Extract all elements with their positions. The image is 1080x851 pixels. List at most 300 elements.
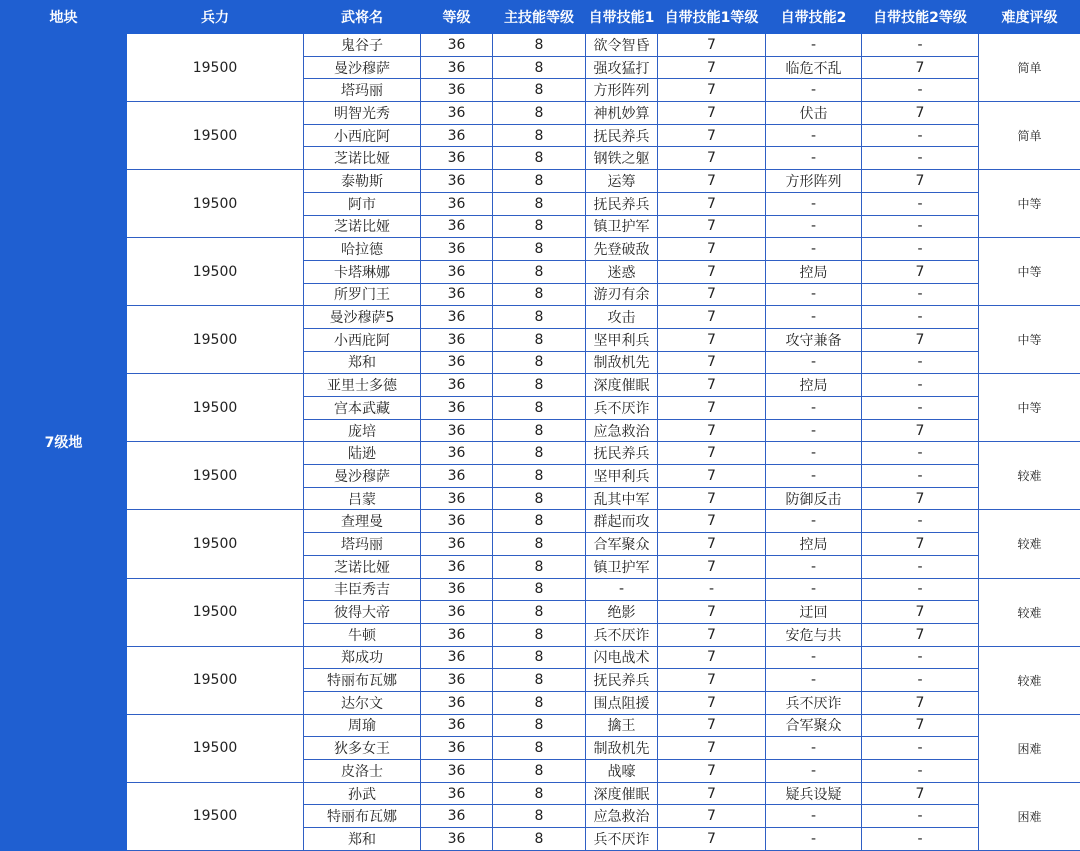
main-skill-level-cell: 8 bbox=[493, 124, 586, 147]
difficulty-cell: 简单 bbox=[979, 34, 1080, 102]
skill1-level-cell: - bbox=[658, 578, 766, 601]
skill1-level-cell: 7 bbox=[658, 79, 766, 102]
general-name-cell: 特丽布瓦娜 bbox=[304, 669, 421, 692]
skill2-cell: - bbox=[766, 79, 862, 102]
level-cell: 36 bbox=[421, 238, 493, 261]
skill2-level-cell: 7 bbox=[862, 714, 979, 737]
skill1-cell: 神机妙算 bbox=[586, 102, 658, 125]
skill2-cell: - bbox=[766, 238, 862, 261]
skill2-level-cell: - bbox=[862, 351, 979, 374]
skill1-level-cell: 7 bbox=[658, 283, 766, 306]
main-skill-level-cell: 8 bbox=[493, 760, 586, 783]
skill2-level-cell: - bbox=[862, 646, 979, 669]
skill1-cell: 兵不厌诈 bbox=[586, 397, 658, 420]
troops-cell: 19500 bbox=[127, 238, 304, 306]
general-name-cell: 曼沙穆萨 bbox=[304, 56, 421, 79]
skill1-cell: - bbox=[586, 578, 658, 601]
skill2-level-cell: 7 bbox=[862, 691, 979, 714]
skill1-level-cell: 7 bbox=[658, 124, 766, 147]
level-cell: 36 bbox=[421, 828, 493, 851]
difficulty-cell: 较难 bbox=[979, 510, 1080, 578]
main-skill-level-cell: 8 bbox=[493, 215, 586, 238]
skill2-cell: - bbox=[766, 760, 862, 783]
skill2-level-cell: 7 bbox=[862, 419, 979, 442]
main-skill-level-cell: 8 bbox=[493, 782, 586, 805]
general-name-cell: 明智光秀 bbox=[304, 102, 421, 125]
skill2-level-cell: - bbox=[862, 306, 979, 329]
general-name-cell: 郑和 bbox=[304, 351, 421, 374]
skill1-level-cell: 7 bbox=[658, 374, 766, 397]
skill1-cell: 战嚎 bbox=[586, 760, 658, 783]
skill1-cell: 镇卫护军 bbox=[586, 555, 658, 578]
table-row bbox=[1, 782, 1080, 805]
troops-cell: 19500 bbox=[127, 442, 304, 510]
skill1-cell: 擒王 bbox=[586, 714, 658, 737]
skill2-cell: - bbox=[766, 215, 862, 238]
main-skill-level-cell: 8 bbox=[493, 578, 586, 601]
main-skill-level-cell: 8 bbox=[493, 56, 586, 79]
main-skill-level-cell: 8 bbox=[493, 487, 586, 510]
main-skill-level-cell: 8 bbox=[493, 351, 586, 374]
header-skill1-level: 自带技能1等级 bbox=[658, 1, 766, 34]
skill2-cell: - bbox=[766, 828, 862, 851]
skill1-cell: 强攻猛打 bbox=[586, 56, 658, 79]
skill2-level-cell: - bbox=[862, 465, 979, 488]
skill2-level-cell: - bbox=[862, 397, 979, 420]
skill1-level-cell: 7 bbox=[658, 487, 766, 510]
skill2-cell: 防御反击 bbox=[766, 487, 862, 510]
skill1-level-cell: 7 bbox=[658, 737, 766, 760]
skill1-level-cell: 7 bbox=[658, 192, 766, 215]
level-cell: 36 bbox=[421, 601, 493, 624]
skill2-cell: - bbox=[766, 147, 862, 170]
general-name-cell: 狄多女王 bbox=[304, 737, 421, 760]
general-name-cell: 曼沙穆萨 bbox=[304, 465, 421, 488]
difficulty-cell: 中等 bbox=[979, 306, 1080, 374]
main-skill-level-cell: 8 bbox=[493, 510, 586, 533]
troops-cell: 19500 bbox=[127, 34, 304, 102]
region-cell: 7级地 bbox=[1, 34, 127, 851]
level-cell: 36 bbox=[421, 623, 493, 646]
main-skill-level-cell: 8 bbox=[493, 34, 586, 57]
general-name-cell: 所罗门王 bbox=[304, 283, 421, 306]
table-row bbox=[1, 374, 1080, 397]
skill2-cell: - bbox=[766, 578, 862, 601]
difficulty-cell: 中等 bbox=[979, 170, 1080, 238]
table-row bbox=[1, 714, 1080, 737]
skill2-level-cell: - bbox=[862, 192, 979, 215]
general-name-cell: 特丽布瓦娜 bbox=[304, 805, 421, 828]
skill2-level-cell: - bbox=[862, 669, 979, 692]
skill2-level-cell: - bbox=[862, 79, 979, 102]
header-row bbox=[1, 1, 1080, 34]
level-cell: 36 bbox=[421, 419, 493, 442]
skill1-cell: 兵不厌诈 bbox=[586, 623, 658, 646]
level-cell: 36 bbox=[421, 56, 493, 79]
skill2-cell: 控局 bbox=[766, 533, 862, 556]
troops-cell: 19500 bbox=[127, 170, 304, 238]
skill2-level-cell: - bbox=[862, 578, 979, 601]
level-cell: 36 bbox=[421, 397, 493, 420]
difficulty-cell: 简单 bbox=[979, 102, 1080, 170]
skill2-cell: - bbox=[766, 737, 862, 760]
skill1-cell: 深度催眠 bbox=[586, 782, 658, 805]
main-skill-level-cell: 8 bbox=[493, 328, 586, 351]
skill1-level-cell: 7 bbox=[658, 397, 766, 420]
skill1-cell: 群起而攻 bbox=[586, 510, 658, 533]
main-skill-level-cell: 8 bbox=[493, 192, 586, 215]
skill2-cell: - bbox=[766, 669, 862, 692]
header-skill2-level: 自带技能2等级 bbox=[862, 1, 979, 34]
skill2-cell: - bbox=[766, 34, 862, 57]
skill1-cell: 钢铁之躯 bbox=[586, 147, 658, 170]
general-name-cell: 庞培 bbox=[304, 419, 421, 442]
general-name-cell: 塔玛丽 bbox=[304, 533, 421, 556]
skill2-level-cell: - bbox=[862, 737, 979, 760]
general-name-cell: 孙武 bbox=[304, 782, 421, 805]
skill2-level-cell: - bbox=[862, 442, 979, 465]
level-cell: 36 bbox=[421, 760, 493, 783]
skill2-cell: 疑兵设疑 bbox=[766, 782, 862, 805]
level-cell: 36 bbox=[421, 34, 493, 57]
level-cell: 36 bbox=[421, 782, 493, 805]
level-cell: 36 bbox=[421, 691, 493, 714]
level-cell: 36 bbox=[421, 714, 493, 737]
skill2-cell: - bbox=[766, 351, 862, 374]
general-name-cell: 亚里士多德 bbox=[304, 374, 421, 397]
skill1-level-cell: 7 bbox=[658, 56, 766, 79]
skill2-cell: - bbox=[766, 192, 862, 215]
level-cell: 36 bbox=[421, 465, 493, 488]
general-name-cell: 丰臣秀吉 bbox=[304, 578, 421, 601]
skill2-cell: - bbox=[766, 465, 862, 488]
skill2-cell: - bbox=[766, 646, 862, 669]
general-name-cell: 泰勒斯 bbox=[304, 170, 421, 193]
skill2-cell: 合军聚众 bbox=[766, 714, 862, 737]
skill1-cell: 深度催眠 bbox=[586, 374, 658, 397]
general-name-cell: 小西庇阿 bbox=[304, 328, 421, 351]
skill1-cell: 攻击 bbox=[586, 306, 658, 329]
skill1-level-cell: 7 bbox=[658, 306, 766, 329]
skill2-level-cell: 7 bbox=[862, 170, 979, 193]
level-cell: 36 bbox=[421, 487, 493, 510]
skill1-cell: 绝影 bbox=[586, 601, 658, 624]
general-name-cell: 曼沙穆萨5 bbox=[304, 306, 421, 329]
general-name-cell: 周瑜 bbox=[304, 714, 421, 737]
skill1-level-cell: 7 bbox=[658, 442, 766, 465]
skill1-level-cell: 7 bbox=[658, 714, 766, 737]
skill2-cell: 迂回 bbox=[766, 601, 862, 624]
level-cell: 36 bbox=[421, 102, 493, 125]
troops-cell: 19500 bbox=[127, 374, 304, 442]
level-cell: 36 bbox=[421, 351, 493, 374]
main-skill-level-cell: 8 bbox=[493, 283, 586, 306]
table-row bbox=[1, 646, 1080, 669]
skill1-level-cell: 7 bbox=[658, 669, 766, 692]
skill1-cell: 欲令智昏 bbox=[586, 34, 658, 57]
main-skill-level-cell: 8 bbox=[493, 805, 586, 828]
skill2-level-cell: - bbox=[862, 555, 979, 578]
skill1-level-cell: 7 bbox=[658, 34, 766, 57]
general-name-cell: 郑和 bbox=[304, 828, 421, 851]
general-name-cell: 皮洛士 bbox=[304, 760, 421, 783]
skill1-cell: 抚民养兵 bbox=[586, 442, 658, 465]
difficulty-cell: 困难 bbox=[979, 782, 1080, 850]
general-name-cell: 牛顿 bbox=[304, 623, 421, 646]
skill2-level-cell: - bbox=[862, 510, 979, 533]
skill2-level-cell: - bbox=[862, 124, 979, 147]
skill2-level-cell: 7 bbox=[862, 328, 979, 351]
level-cell: 36 bbox=[421, 170, 493, 193]
general-name-cell: 小西庇阿 bbox=[304, 124, 421, 147]
level-cell: 36 bbox=[421, 669, 493, 692]
skill2-cell: - bbox=[766, 419, 862, 442]
level-cell: 36 bbox=[421, 533, 493, 556]
skill2-cell: 临危不乱 bbox=[766, 56, 862, 79]
table-row bbox=[1, 102, 1080, 125]
main-skill-level-cell: 8 bbox=[493, 533, 586, 556]
skill1-cell: 抚民养兵 bbox=[586, 124, 658, 147]
skill1-level-cell: 7 bbox=[658, 601, 766, 624]
level-cell: 36 bbox=[421, 192, 493, 215]
skill1-level-cell: 7 bbox=[658, 465, 766, 488]
skill2-cell: - bbox=[766, 283, 862, 306]
main-skill-level-cell: 8 bbox=[493, 147, 586, 170]
general-name-cell: 阿市 bbox=[304, 192, 421, 215]
skill2-cell: - bbox=[766, 397, 862, 420]
skill1-cell: 先登破敌 bbox=[586, 238, 658, 261]
level-cell: 36 bbox=[421, 442, 493, 465]
main-skill-level-cell: 8 bbox=[493, 170, 586, 193]
skill1-cell: 制敌机先 bbox=[586, 351, 658, 374]
skill2-cell: - bbox=[766, 124, 862, 147]
skill1-level-cell: 7 bbox=[658, 510, 766, 533]
header-general-name: 武将名 bbox=[304, 1, 421, 34]
general-name-cell: 查理曼 bbox=[304, 510, 421, 533]
table-row bbox=[1, 34, 1080, 57]
troops-cell: 19500 bbox=[127, 782, 304, 850]
skill2-level-cell: - bbox=[862, 374, 979, 397]
main-skill-level-cell: 8 bbox=[493, 397, 586, 420]
skill1-level-cell: 7 bbox=[658, 805, 766, 828]
difficulty-cell: 困难 bbox=[979, 714, 1080, 782]
skill2-cell: 伏击 bbox=[766, 102, 862, 125]
skill1-cell: 抚民养兵 bbox=[586, 192, 658, 215]
general-name-cell: 卡塔琳娜 bbox=[304, 260, 421, 283]
skill1-level-cell: 7 bbox=[658, 533, 766, 556]
main-skill-level-cell: 8 bbox=[493, 79, 586, 102]
skill2-level-cell: - bbox=[862, 283, 979, 306]
skill2-cell: 方形阵列 bbox=[766, 170, 862, 193]
main-skill-level-cell: 8 bbox=[493, 238, 586, 261]
skill1-cell: 游刃有余 bbox=[586, 283, 658, 306]
general-name-cell: 陆逊 bbox=[304, 442, 421, 465]
skill2-cell: 兵不厌诈 bbox=[766, 691, 862, 714]
skill2-level-cell: 7 bbox=[862, 623, 979, 646]
general-name-cell: 哈拉德 bbox=[304, 238, 421, 261]
skill1-cell: 运筹 bbox=[586, 170, 658, 193]
troops-cell: 19500 bbox=[127, 306, 304, 374]
level-cell: 36 bbox=[421, 646, 493, 669]
table-row bbox=[1, 578, 1080, 601]
difficulty-cell: 较难 bbox=[979, 646, 1080, 714]
main-skill-level-cell: 8 bbox=[493, 737, 586, 760]
skill2-level-cell: 7 bbox=[862, 533, 979, 556]
skill2-level-cell: - bbox=[862, 238, 979, 261]
skill1-cell: 应急救治 bbox=[586, 805, 658, 828]
skill1-cell: 迷惑 bbox=[586, 260, 658, 283]
skill2-cell: 控局 bbox=[766, 260, 862, 283]
table-row bbox=[1, 510, 1080, 533]
skill1-cell: 兵不厌诈 bbox=[586, 828, 658, 851]
skill2-cell: 安危与共 bbox=[766, 623, 862, 646]
general-name-cell: 鬼谷子 bbox=[304, 34, 421, 57]
skill2-level-cell: 7 bbox=[862, 56, 979, 79]
troops-cell: 19500 bbox=[127, 578, 304, 646]
main-skill-level-cell: 8 bbox=[493, 374, 586, 397]
skill1-level-cell: 7 bbox=[658, 170, 766, 193]
skill1-level-cell: 7 bbox=[658, 828, 766, 851]
header-region: 地块 bbox=[1, 1, 127, 34]
skill2-level-cell: 7 bbox=[862, 260, 979, 283]
skill2-cell: 控局 bbox=[766, 374, 862, 397]
troops-cell: 19500 bbox=[127, 714, 304, 782]
general-name-cell: 芝诺比娅 bbox=[304, 147, 421, 170]
main-skill-level-cell: 8 bbox=[493, 260, 586, 283]
skill2-cell: - bbox=[766, 442, 862, 465]
level-cell: 36 bbox=[421, 555, 493, 578]
header-troops: 兵力 bbox=[127, 1, 304, 34]
skill1-cell: 乱其中军 bbox=[586, 487, 658, 510]
header-difficulty: 难度评级 bbox=[979, 1, 1080, 34]
skill1-level-cell: 7 bbox=[658, 691, 766, 714]
skill1-cell: 坚甲利兵 bbox=[586, 465, 658, 488]
general-name-cell: 达尔文 bbox=[304, 691, 421, 714]
table-row bbox=[1, 306, 1080, 329]
skill1-cell: 应急救治 bbox=[586, 419, 658, 442]
header-main-skill-level: 主技能等级 bbox=[493, 1, 586, 34]
level-cell: 36 bbox=[421, 578, 493, 601]
level-cell: 36 bbox=[421, 328, 493, 351]
difficulty-cell: 中等 bbox=[979, 238, 1080, 306]
main-skill-level-cell: 8 bbox=[493, 102, 586, 125]
general-name-cell: 塔玛丽 bbox=[304, 79, 421, 102]
level-cell: 36 bbox=[421, 805, 493, 828]
table-row bbox=[1, 442, 1080, 465]
skill2-level-cell: - bbox=[862, 805, 979, 828]
main-skill-level-cell: 8 bbox=[493, 646, 586, 669]
general-name-cell: 郑成功 bbox=[304, 646, 421, 669]
main-skill-level-cell: 8 bbox=[493, 465, 586, 488]
troops-cell: 19500 bbox=[127, 510, 304, 578]
skill2-level-cell: 7 bbox=[862, 487, 979, 510]
level-cell: 36 bbox=[421, 283, 493, 306]
level-cell: 36 bbox=[421, 215, 493, 238]
table-row bbox=[1, 170, 1080, 193]
skill1-cell: 抚民养兵 bbox=[586, 669, 658, 692]
skill1-level-cell: 7 bbox=[658, 646, 766, 669]
header-skill1: 自带技能1 bbox=[586, 1, 658, 34]
skill2-cell: - bbox=[766, 805, 862, 828]
level-cell: 36 bbox=[421, 510, 493, 533]
skill2-cell: - bbox=[766, 510, 862, 533]
difficulty-cell: 中等 bbox=[979, 374, 1080, 442]
main-skill-level-cell: 8 bbox=[493, 714, 586, 737]
difficulty-cell: 较难 bbox=[979, 442, 1080, 510]
general-name-cell: 彼得大帝 bbox=[304, 601, 421, 624]
skill1-cell: 制敌机先 bbox=[586, 737, 658, 760]
level-cell: 36 bbox=[421, 737, 493, 760]
skill1-level-cell: 7 bbox=[658, 623, 766, 646]
level-cell: 36 bbox=[421, 79, 493, 102]
skill1-cell: 围点阻援 bbox=[586, 691, 658, 714]
skill2-level-cell: - bbox=[862, 828, 979, 851]
skill1-level-cell: 7 bbox=[658, 215, 766, 238]
main-skill-level-cell: 8 bbox=[493, 691, 586, 714]
skill1-cell: 镇卫护军 bbox=[586, 215, 658, 238]
skill1-level-cell: 7 bbox=[658, 782, 766, 805]
skill1-level-cell: 7 bbox=[658, 328, 766, 351]
skill1-level-cell: 7 bbox=[658, 102, 766, 125]
skill2-level-cell: - bbox=[862, 34, 979, 57]
main-skill-level-cell: 8 bbox=[493, 555, 586, 578]
level-cell: 36 bbox=[421, 124, 493, 147]
skill1-cell: 方形阵列 bbox=[586, 79, 658, 102]
main-skill-level-cell: 8 bbox=[493, 306, 586, 329]
troops-cell: 19500 bbox=[127, 646, 304, 714]
main-skill-level-cell: 8 bbox=[493, 442, 586, 465]
main-skill-level-cell: 8 bbox=[493, 623, 586, 646]
header-level: 等级 bbox=[421, 1, 493, 34]
skill1-cell: 合军聚众 bbox=[586, 533, 658, 556]
skill2-level-cell: - bbox=[862, 760, 979, 783]
level-cell: 36 bbox=[421, 306, 493, 329]
general-name-cell: 宫本武藏 bbox=[304, 397, 421, 420]
skill1-level-cell: 7 bbox=[658, 260, 766, 283]
skill1-cell: 闪电战术 bbox=[586, 646, 658, 669]
skill2-level-cell: - bbox=[862, 215, 979, 238]
main-skill-level-cell: 8 bbox=[493, 828, 586, 851]
skill2-level-cell: 7 bbox=[862, 782, 979, 805]
skill1-level-cell: 7 bbox=[658, 351, 766, 374]
skill1-level-cell: 7 bbox=[658, 760, 766, 783]
skill1-level-cell: 7 bbox=[658, 419, 766, 442]
skill2-cell: - bbox=[766, 306, 862, 329]
general-name-cell: 芝诺比娅 bbox=[304, 215, 421, 238]
main-skill-level-cell: 8 bbox=[493, 669, 586, 692]
skill2-cell: - bbox=[766, 555, 862, 578]
level-cell: 36 bbox=[421, 374, 493, 397]
general-name-cell: 芝诺比娅 bbox=[304, 555, 421, 578]
skill1-level-cell: 7 bbox=[658, 238, 766, 261]
skill1-cell: 坚甲利兵 bbox=[586, 328, 658, 351]
main-skill-level-cell: 8 bbox=[493, 601, 586, 624]
skill2-level-cell: 7 bbox=[862, 102, 979, 125]
skill1-level-cell: 7 bbox=[658, 555, 766, 578]
skill2-level-cell: 7 bbox=[862, 601, 979, 624]
skill1-level-cell: 7 bbox=[658, 147, 766, 170]
difficulty-cell: 较难 bbox=[979, 578, 1080, 646]
level-cell: 36 bbox=[421, 260, 493, 283]
skill2-level-cell: - bbox=[862, 147, 979, 170]
table-row bbox=[1, 238, 1080, 261]
main-skill-level-cell: 8 bbox=[493, 419, 586, 442]
level-cell: 36 bbox=[421, 147, 493, 170]
troops-cell: 19500 bbox=[127, 102, 304, 170]
skill2-cell: 攻守兼备 bbox=[766, 328, 862, 351]
header-skill2: 自带技能2 bbox=[766, 1, 862, 34]
general-name-cell: 吕蒙 bbox=[304, 487, 421, 510]
